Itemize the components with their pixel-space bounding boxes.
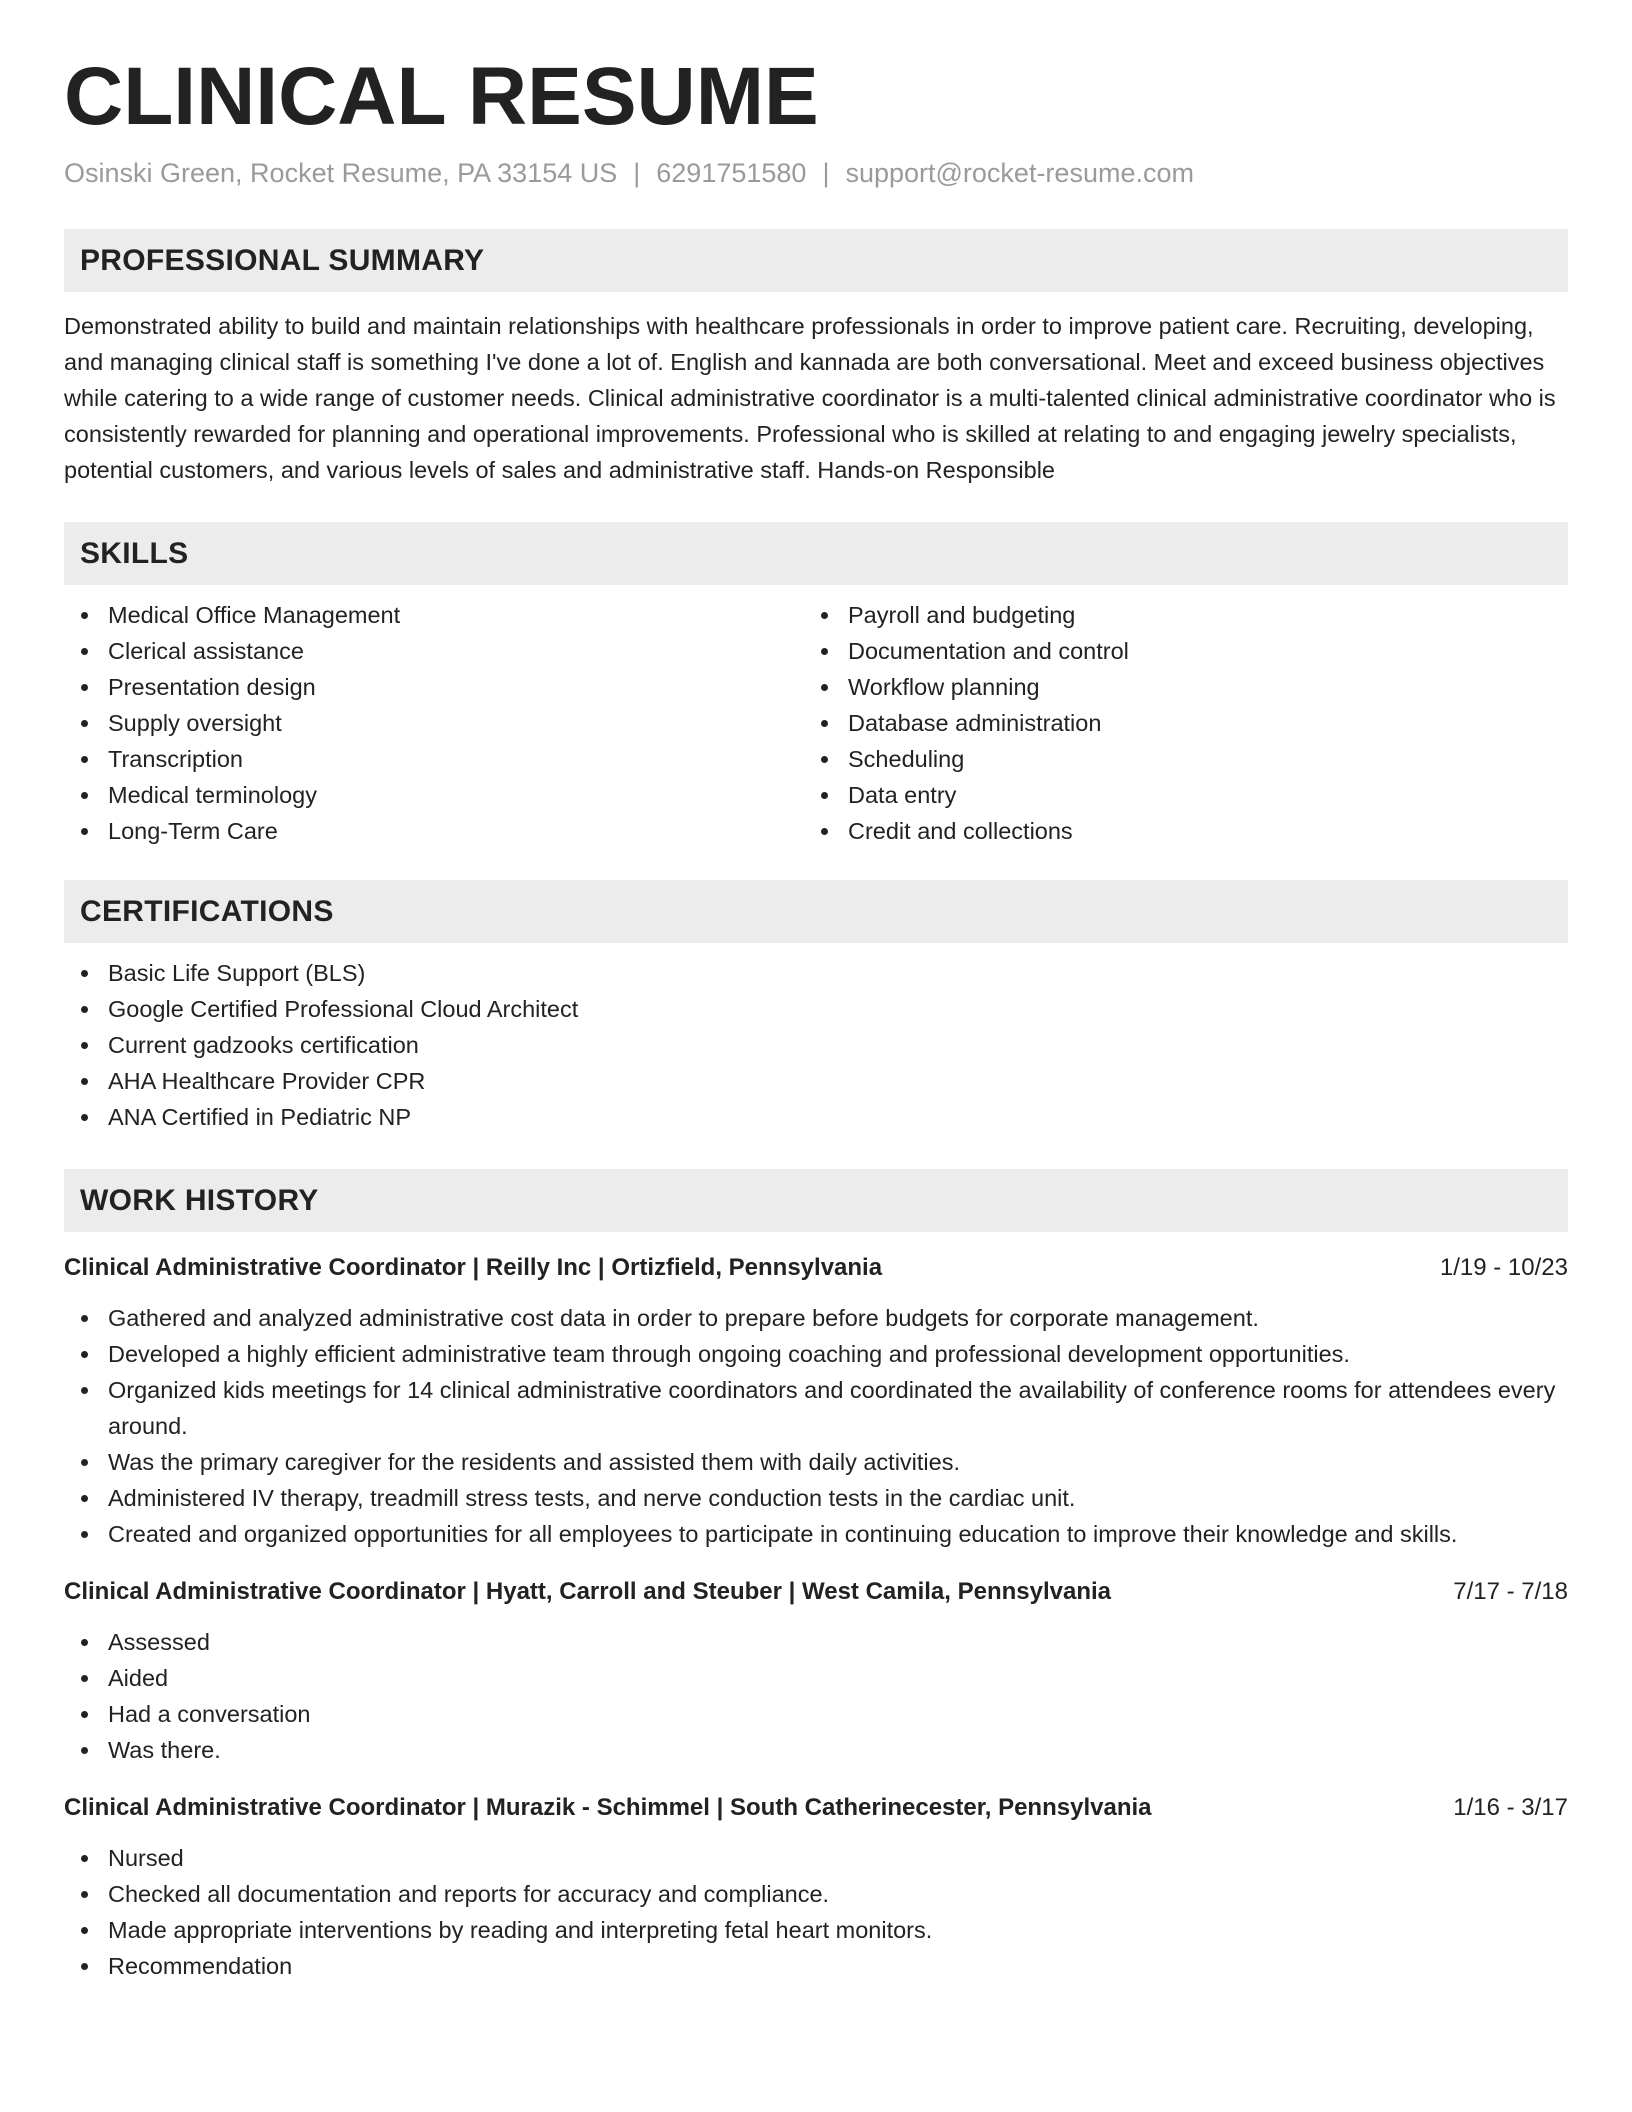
job-title: Clinical Administrative Coordinator | Hyatt, Carroll and Steuber | West Camila, Pennsylvania — [64, 1578, 1112, 1606]
contact-phone: 6291751580 — [656, 158, 807, 189]
job-title: Clinical Administrative Coordinator | Reilly Inc | Ortizfield, Pennsylvania — [64, 1254, 883, 1282]
job-bullets — [64, 1840, 1568, 1984]
list-item: Had a conversation — [64, 1696, 1568, 1732]
list-item: Data entry — [804, 777, 1544, 813]
list-item: Payroll and budgeting — [804, 597, 1544, 633]
work-history-heading: WORK HISTORY — [64, 1169, 1568, 1232]
list-item: Medical terminology — [64, 777, 804, 813]
jobs-container — [64, 1250, 1568, 1984]
job-bullets — [64, 1300, 1568, 1552]
list-item: Recommendation — [64, 1948, 1568, 1984]
certifications-section — [64, 880, 1568, 1135]
list-item: Was the primary caregiver for the residents and assisted them with daily activities. — [64, 1444, 1568, 1480]
job-dates: 7/17 - 7/18 — [1453, 1578, 1568, 1606]
work-history-section — [64, 1169, 1568, 1984]
list-item: Scheduling — [804, 741, 1544, 777]
certifications-heading: CERTIFICATIONS — [64, 880, 1568, 943]
skills-list-right — [804, 597, 1544, 849]
list-item: Aided — [64, 1660, 1568, 1696]
list-item: Assessed — [64, 1624, 1568, 1660]
contact-address: Osinski Green, Rocket Resume, PA 33154 US — [64, 158, 618, 189]
summary-section — [64, 229, 1568, 488]
resume-title: CLINICAL RESUME — [64, 51, 819, 142]
list-item: Organized kids meetings for 14 clinical administrative coordinators and coordinated the availability of conference rooms for attendees every around. — [64, 1372, 1568, 1444]
skills-heading: SKILLS — [64, 522, 1568, 585]
list-item: Transcription — [64, 741, 804, 777]
list-item: Presentation design — [64, 669, 804, 705]
list-item: Long-Term Care — [64, 813, 804, 849]
list-item: ANA Certified in Pediatric NP — [64, 1099, 1568, 1135]
job-dates: 1/16 - 3/17 — [1453, 1794, 1568, 1822]
list-item: Medical Office Management — [64, 597, 804, 633]
list-item: Made appropriate interventions by reading and interpreting fetal heart monitors. — [64, 1912, 1568, 1948]
job-title: Clinical Administrative Coordinator | Murazik - Schimmel | South Catherinecester, Pennsylvania — [64, 1794, 1152, 1822]
list-item: Database administration — [804, 705, 1544, 741]
summary-heading: PROFESSIONAL SUMMARY — [64, 229, 1568, 292]
list-item: Documentation and control — [804, 633, 1544, 669]
list-item: Gathered and analyzed administrative cost data in order to prepare before budgets for corporate management. — [64, 1300, 1568, 1336]
list-item: Checked all documentation and reports for accuracy and compliance. — [64, 1876, 1568, 1912]
skills-list-left — [64, 597, 804, 849]
list-item: Current gadzooks certification — [64, 1027, 1568, 1063]
list-item: Credit and collections — [804, 813, 1544, 849]
list-item: Administered IV therapy, treadmill stress tests, and nerve conduction tests in the cardiac unit. — [64, 1480, 1568, 1516]
job-bullets — [64, 1624, 1568, 1768]
contact-separator: | — [633, 158, 641, 189]
job-header — [64, 1574, 1568, 1610]
job-header — [64, 1790, 1568, 1826]
job-header — [64, 1250, 1568, 1286]
list-item: Nursed — [64, 1840, 1568, 1876]
list-item: Google Certified Professional Cloud Architect — [64, 991, 1568, 1027]
list-item: Was there. — [64, 1732, 1568, 1768]
list-item: Clerical assistance — [64, 633, 804, 669]
contact-line — [64, 156, 1568, 191]
contact-separator: | — [822, 158, 830, 189]
summary-text: Demonstrated ability to build and maintain relationships with healthcare professionals in order to improve patient care. Recruiting, developing, and managing clinical staff is something I've done a lot of. English and kannada are both conversational. Meet and exceed business objectives while catering to a wide range of customer needs. Clinical administrative coordinator is a multi-talented clinical administrative coordinator who is consistently rewarded for planning and operational improvements. Professional who is skilled at relating to and engaging jewelry specialists, potential customers, and various levels of sales and administrative staff. Hands-on Responsible — [64, 313, 1556, 484]
list-item: Created and organized opportunities for all employees to participate in continuing education to improve their knowledge and skills. — [64, 1516, 1568, 1552]
job-entry — [64, 1790, 1568, 1984]
job-dates: 1/19 - 10/23 — [1439, 1254, 1568, 1282]
skills-grid — [64, 585, 1568, 849]
list-item: Basic Life Support (BLS) — [64, 955, 1568, 991]
list-item: Workflow planning — [804, 669, 1544, 705]
contact-email: support@rocket-resume.com — [845, 158, 1194, 189]
certifications-list — [64, 955, 1568, 1135]
job-entry — [64, 1574, 1568, 1768]
list-item: AHA Healthcare Provider CPR — [64, 1063, 1568, 1099]
list-item: Supply oversight — [64, 705, 804, 741]
job-entry — [64, 1250, 1568, 1552]
skills-section — [64, 522, 1568, 849]
list-item: Developed a highly efficient administrative team through ongoing coaching and professional development opportunities. — [64, 1336, 1568, 1372]
